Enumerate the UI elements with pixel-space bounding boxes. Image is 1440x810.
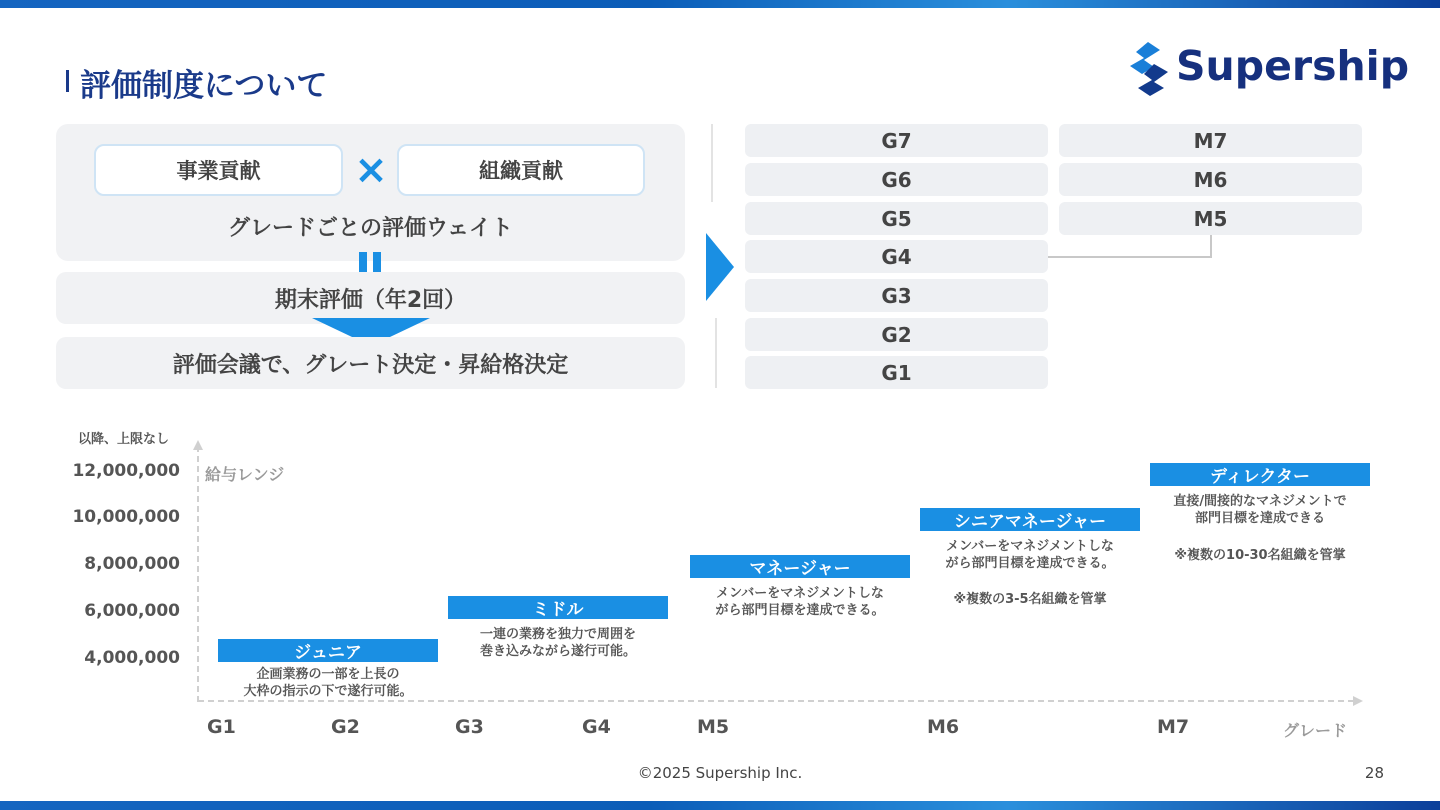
logo-wordmark: Supership xyxy=(1176,42,1410,90)
level-bar-middle: ミドル xyxy=(448,596,668,619)
level-desc-senior-manager-2: がら部門目標を達成できる。 xyxy=(945,556,1115,571)
organization-contribution-box xyxy=(397,144,645,196)
period-evaluation-box xyxy=(56,272,685,324)
x-tick-g4: G4 xyxy=(582,716,611,738)
x-tick-g3: G3 xyxy=(455,716,484,738)
grade-g1: G1 xyxy=(745,356,1048,389)
level-note-senior-manager: ※複数の3-5名組織を管掌 xyxy=(953,592,1107,607)
level-desc-director-2: 部門目標を達成できる xyxy=(1194,511,1325,526)
y-tick-10m: 10,000,000 xyxy=(72,507,180,527)
level-bar-manager: マネージャー xyxy=(690,555,910,578)
right-arrow-icon xyxy=(706,233,734,301)
y-tick-4m: 4,000,000 xyxy=(84,648,180,668)
decision-box xyxy=(56,337,685,389)
g4-m5-connector-h xyxy=(1048,256,1212,258)
level-note-director: ※複数の10-30名組織を管掌 xyxy=(1174,548,1346,563)
y-axis-title: 給与レンジ xyxy=(205,465,285,484)
no-upper-limit-note: 以降、上限なし xyxy=(78,432,170,447)
grade-g6: G6 xyxy=(745,163,1048,196)
grade-g4: G4 xyxy=(745,240,1048,273)
copyright: ©2025 Supership Inc. xyxy=(637,764,803,782)
times-icon: × xyxy=(354,147,388,193)
y-tick-6m: 6,000,000 xyxy=(84,601,180,621)
grade-g2: G2 xyxy=(745,318,1048,351)
period-evaluation-label: 期末評価（年2回） xyxy=(274,287,467,313)
x-tick-m5: M5 xyxy=(697,716,730,738)
vertical-divider-bottom xyxy=(715,318,717,388)
y-tick-8m: 8,000,000 xyxy=(84,554,180,574)
grade-m7: M7 xyxy=(1059,124,1362,157)
grade-m6: M6 xyxy=(1059,163,1362,196)
level-desc-director-1: 直接/間接的なマネジメントで xyxy=(1173,494,1347,509)
grade-weight-label: グレードごとの評価ウェイト xyxy=(227,215,514,241)
level-bar-senior-manager: シニアマネージャー xyxy=(920,508,1140,531)
level-desc-senior-manager-1: メンバーをマネジメントしな xyxy=(946,539,1114,554)
grade-g3: G3 xyxy=(745,279,1048,312)
top-accent-bar xyxy=(0,0,1440,8)
bottom-accent-bar xyxy=(0,801,1440,810)
vertical-divider-top xyxy=(711,124,713,202)
level-desc-manager-2: がら部門目標を達成できる。 xyxy=(715,603,885,618)
x-tick-g2: G2 xyxy=(331,716,360,738)
level-bar-junior: ジュニア xyxy=(218,639,438,662)
x-axis-title: グレード xyxy=(1283,721,1348,740)
y-tick-12m: 12,000,000 xyxy=(72,461,180,481)
level-desc-junior-1: 企画業務の一部を上長の xyxy=(256,667,400,682)
decision-label: 評価会議で、グレート決定・昇給格決定 xyxy=(172,352,569,378)
x-tick-m6: M6 xyxy=(927,716,960,738)
page-title: 評価制度について xyxy=(80,68,328,104)
business-contribution-box xyxy=(94,144,343,196)
level-desc-manager-1: メンバーをマネジメントしな xyxy=(716,586,884,601)
page-number: 28 xyxy=(1364,764,1384,782)
level-bar-director: ディレクター xyxy=(1150,463,1370,486)
x-tick-m7: M7 xyxy=(1157,716,1190,738)
level-desc-middle-2: 巻き込みながら遂行可能。 xyxy=(479,644,636,659)
grade-m5: M5 xyxy=(1059,202,1362,235)
grade-g7: G7 xyxy=(745,124,1048,157)
g4-m5-connector-v xyxy=(1210,235,1212,258)
title-marker xyxy=(66,70,69,92)
grade-g5: G5 xyxy=(745,202,1048,235)
level-desc-junior-2: 大枠の指示の下で遂行可能。 xyxy=(243,684,413,699)
organization-contribution-label: 組織貢献 xyxy=(479,159,563,183)
x-tick-g1: G1 xyxy=(207,716,236,738)
level-desc-middle-1: 一連の業務を独力で周囲を xyxy=(479,627,636,642)
business-contribution-label: 事業貢献 xyxy=(176,159,261,183)
